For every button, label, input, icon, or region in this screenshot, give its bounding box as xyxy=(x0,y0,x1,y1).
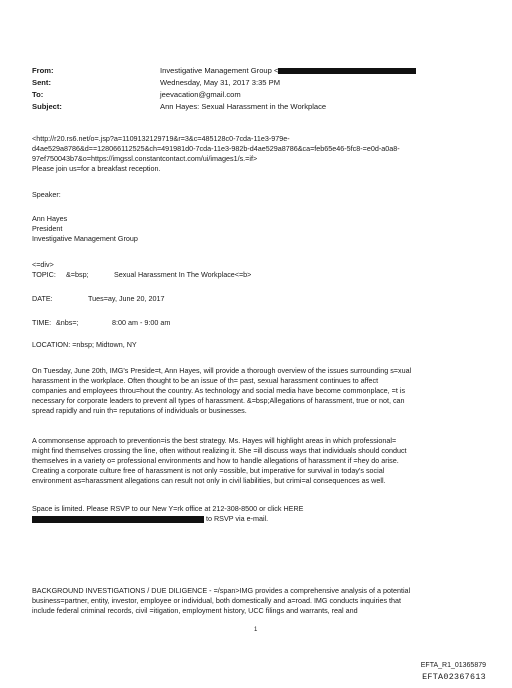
topic-value: Sexual Harassment In The Workplace<=b> xyxy=(114,270,252,279)
speaker-label: Speaker: xyxy=(32,190,61,199)
background-line: business=partner, entity, investor, employee or individual, both domestically and a=road. IMG conducts inquiries that xyxy=(32,596,402,605)
from-value: Investigative Management Group < xyxy=(160,66,279,75)
link-line: <http://r20.rs6.net/o=.jsp?a=1109132129719&r=3&c=485128c0-7cda-11e3-979e- xyxy=(32,134,290,143)
bates-number-small: EFTA_R1_01365879 xyxy=(420,662,486,669)
background-line: include federal criminal records, civil =itigation, employment history, UCC filings and warrants, real and xyxy=(32,606,358,615)
link-block xyxy=(32,134,480,174)
speaker-block xyxy=(32,214,480,244)
link-line: 97ef750043b7&o=https://imgssl.constantcontact.com/ui/images1/s.=if> xyxy=(32,154,258,163)
from-label: From: xyxy=(32,66,54,75)
subject-value: Ann Hayes: Sexual Harassment in the Workplace xyxy=(160,102,327,111)
date-label: DATE: xyxy=(32,294,53,303)
date-row xyxy=(32,294,480,304)
speaker-org: Investigative Management Group xyxy=(32,234,138,243)
to-value: jeevacation@gmail.com xyxy=(160,90,241,99)
rsvp-email-link[interactable]: to RSVP via e-mail. xyxy=(206,514,269,523)
speaker-title: President xyxy=(32,224,63,233)
rsvp-block xyxy=(32,504,480,524)
date-value: Tues=ay, June 20, 2017 xyxy=(88,294,165,303)
time-row xyxy=(32,318,480,328)
paragraph-overview xyxy=(32,366,480,416)
subject-label: Subject: xyxy=(32,102,62,111)
speaker-name: Ann Hayes xyxy=(32,214,68,223)
link-line: d4ae529a8786&d==128066112525&ch=491981d0-7cda-11e3-982b-d4ae529a8786&ca=feb65e46-5fc8-=e0d-a0a8- xyxy=(32,144,400,153)
paragraph-prevention xyxy=(32,436,480,486)
time-value: 8:00 am - 9:00 am xyxy=(112,318,171,327)
paragraph-line: environment as=harassment allegations can result not only in civil liabilities, but crimi=al consequences as well. xyxy=(32,476,386,485)
background-block xyxy=(32,586,480,616)
to-label: To: xyxy=(32,90,44,99)
redacted-link-block xyxy=(32,516,204,523)
paragraph-line: necessary for corporate leaders to prevent all types of harassment. &=bsp;Allegations of harassment, true or not, can xyxy=(32,396,405,405)
redacted-email-block xyxy=(278,68,416,74)
sent-label: Sent: xyxy=(32,78,51,87)
paragraph-line: Creating a corporate culture free of harassment is not only =ossible, but imperative for survival in today's social xyxy=(32,466,385,475)
paragraph-line: spread rapidly and ruin th= reputations of individuals or businesses. xyxy=(32,406,247,415)
page-number: 1 xyxy=(254,627,258,633)
paragraph-line: harassment in the workplace. Often thought to be an issue of th= past, sexual harassment continues to affect xyxy=(32,376,379,385)
paragraph-line: might find themselves crossing the line, often without realizing it. She =ill discuss ways that individuals should conduct xyxy=(32,446,407,455)
time-spacer: &nbs=; xyxy=(56,318,79,327)
location-line: LOCATION: =nbsp; Midtown, NY xyxy=(32,340,137,349)
sent-value: Wednesday, May 31, 2017 3:35 PM xyxy=(160,78,281,87)
paragraph-line: On Tuesday, June 20th, IMG's Preside=t, Ann Hayes, will provide a thorough overview of the issues surrounding s=xual xyxy=(32,366,412,375)
topic-label: TOPIC: xyxy=(32,270,56,279)
div-tag-line: <=div> xyxy=(32,260,54,269)
bates-number-large: EFTA02367613 xyxy=(422,672,486,682)
topic-spacer: &=bsp; xyxy=(66,270,89,279)
time-label: TIME: xyxy=(32,318,52,327)
rsvp-line: Space is limited. Please RSVP to our New Y=rk office at 212-308-8500 or click HERE xyxy=(32,504,304,513)
invite-line: Please join us=for a breakfast reception. xyxy=(32,164,161,173)
topic-row xyxy=(32,270,480,280)
background-line: BACKGROUND INVESTIGATIONS / DUE DILIGENCE - =/span>IMG provides a comprehensive analysis of a potential xyxy=(32,586,411,595)
paragraph-line: companies and employees throu=hout the country. As technology and social media have become commonplace, =t is xyxy=(32,386,406,395)
paragraph-line: A commonsense approach to prevention=is the best strategy. Ms. Hayes will highlight areas in which professional= xyxy=(32,436,397,445)
paragraph-line: themselves in a variety o= professional environments and how to handle allegations of harassment if =hey do arise. xyxy=(32,456,399,465)
